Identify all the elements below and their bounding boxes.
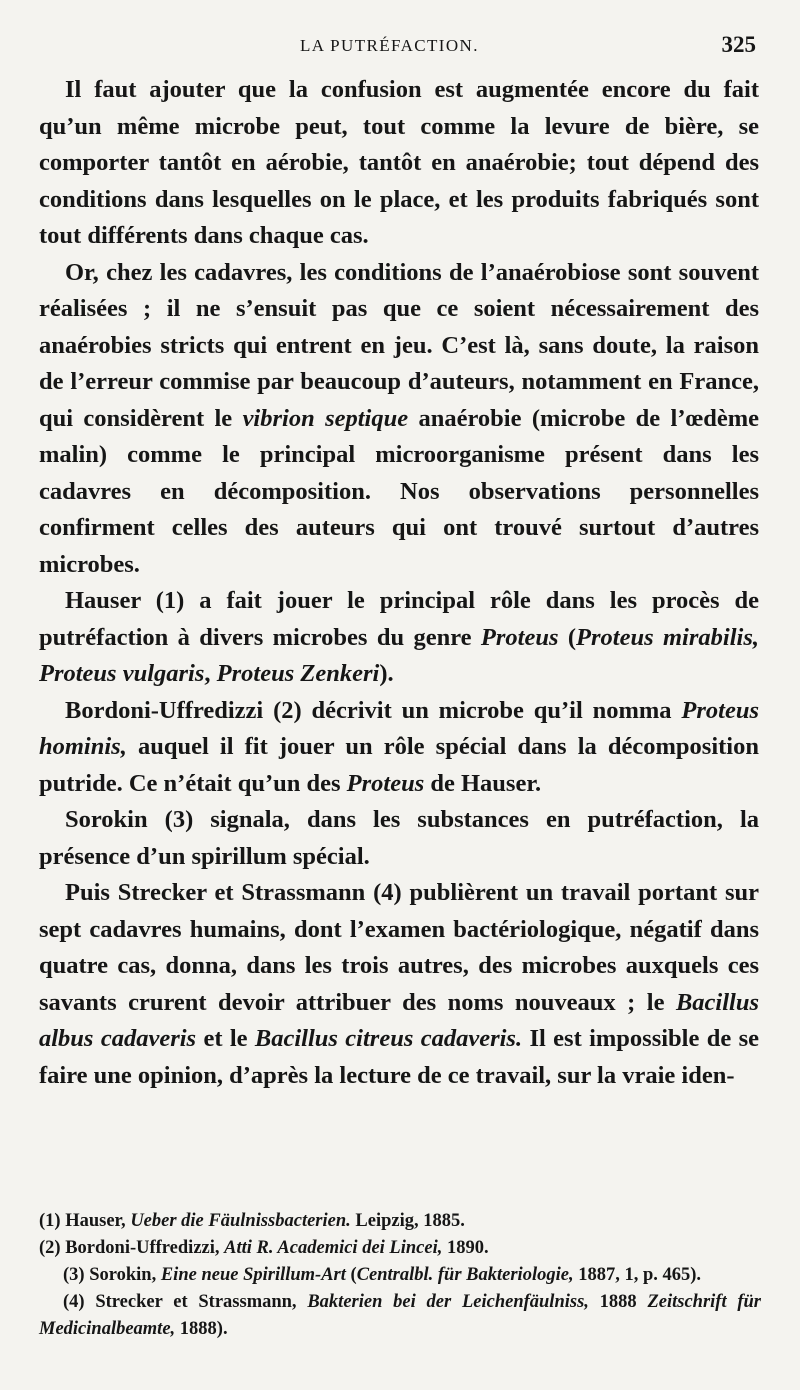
italic-run: Proteus hominis,: [39, 696, 759, 760]
text-run: (: [345, 1265, 357, 1285]
text-run: (4) Strecker et Strassmann,: [63, 1292, 308, 1312]
italic-run: Ueber die Fäulnissbacterien.: [130, 1211, 351, 1231]
italic-run: Bacillus albus cadaveris: [39, 988, 759, 1052]
paragraph: [39, 255, 759, 584]
paragraph: [39, 802, 759, 875]
page-number: 325: [721, 32, 756, 57]
text-run: (2) Bordoni-Uffredizzi,: [39, 1238, 225, 1258]
text-run: de Hauser.: [424, 769, 542, 797]
text-run: (: [558, 623, 577, 651]
text-run: (3) Sorokin,: [63, 1265, 161, 1285]
text-run: Bordoni-Uffredizzi (2) décrivit un microbe qu’il nomma: [65, 696, 682, 724]
italic-run: Proteus mirabilis, Proteus vulgaris: [39, 623, 759, 687]
text-run: et le: [196, 1025, 255, 1052]
italic-run: vibrion septique: [242, 404, 409, 432]
text-run: Puis Strecker et Strassmann (4) publièrent un travail portant sur sept cadavres humains, dont l’examen bactériologique, négatif dans quatre cas, donna, dans les trois autres, des microbes auxquels ces savants crurent devoir attribuer des noms nouveaux ; le: [39, 879, 759, 1016]
text-run: Hauser (1) a fait jouer le principal rôle dans les procès de putréfaction à divers microbes du genre: [39, 587, 759, 651]
italic-run: Zeitschrift für Medicinalbeamte,: [39, 1292, 762, 1339]
paragraph: [39, 72, 759, 255]
text-run: 1888: [588, 1292, 648, 1312]
paragraph: [39, 875, 759, 1094]
text-run: Or, chez les cadavres, les conditions de l’anaérobiose sont souvent réalisées ; il ne s’ensuit pas que ce soient nécessairement des anaérobies stricts qui entrent en jeu. C’est là, sans doute, la raison de l’erreur commise par beaucoup d’auteurs, notamment en France, qui considèrent le: [39, 258, 759, 432]
footnote: [39, 1208, 761, 1235]
italic-run: Bacillus citreus cadaveris.: [254, 1025, 523, 1052]
text-run: Il est impossible de se faire une opinion, d’après la lecture de ce travail, sur la vraie iden-: [39, 1025, 759, 1089]
italic-run: Proteus: [346, 769, 425, 797]
footnote: [39, 1235, 761, 1262]
text-run: (1) Hauser,: [39, 1211, 131, 1231]
paragraph: [39, 693, 759, 803]
paragraph: [39, 583, 759, 693]
text-run: auquel il fit jouer un rôle spécial dans la décomposition putride. Ce n’était qu’un des: [39, 733, 759, 797]
text-run: 1887, 1, p. 465).: [573, 1265, 702, 1285]
text-run: ,: [204, 660, 217, 687]
footnotes: [39, 1208, 761, 1343]
page-header: [0, 32, 800, 62]
footnote: [39, 1289, 761, 1343]
text-run: Sorokin (3) signala, dans les substances en putréfaction, la présence d’un spirillum spécial.: [39, 806, 759, 870]
text-run: anaérobie (microbe de l’œdème malin) comme le principal microorganisme présent dans les cadavres en décomposition. Nos observations personnelles confirment celles des auteurs qui ont trouvé surtout d’autres microbes.: [39, 404, 760, 578]
italic-run: Eine neue Spirillum-Art: [160, 1265, 346, 1285]
text-run: 1890.: [442, 1238, 489, 1258]
text-run: ).: [379, 660, 394, 687]
italic-run: Centralbl. für Bakteriologie,: [356, 1265, 574, 1285]
text-run: Leipzig, 1885.: [350, 1211, 465, 1231]
italic-run: Proteus Zenkeri: [216, 660, 380, 687]
text-run: Il faut ajouter que la confusion est augmentée encore du fait qu’un même microbe peut, tout comme la levure de bière, se comporter tantôt en aérobie, tantôt en anaérobie; tout dépend des conditions dans lesquelles on le place, et les produits fabriqués sont tout différents dans chaque cas.: [39, 76, 759, 249]
running-title: LA PUTRÉFACTION.: [300, 36, 479, 55]
text-run: 1888).: [175, 1319, 228, 1339]
body-text: [39, 72, 759, 1094]
italic-run: Bakterien bei der Leichenfäulniss,: [307, 1292, 589, 1312]
footnote: [39, 1262, 761, 1289]
italic-run: Proteus: [480, 623, 559, 651]
italic-run: Atti R. Academici dei Lincei,: [224, 1238, 443, 1258]
